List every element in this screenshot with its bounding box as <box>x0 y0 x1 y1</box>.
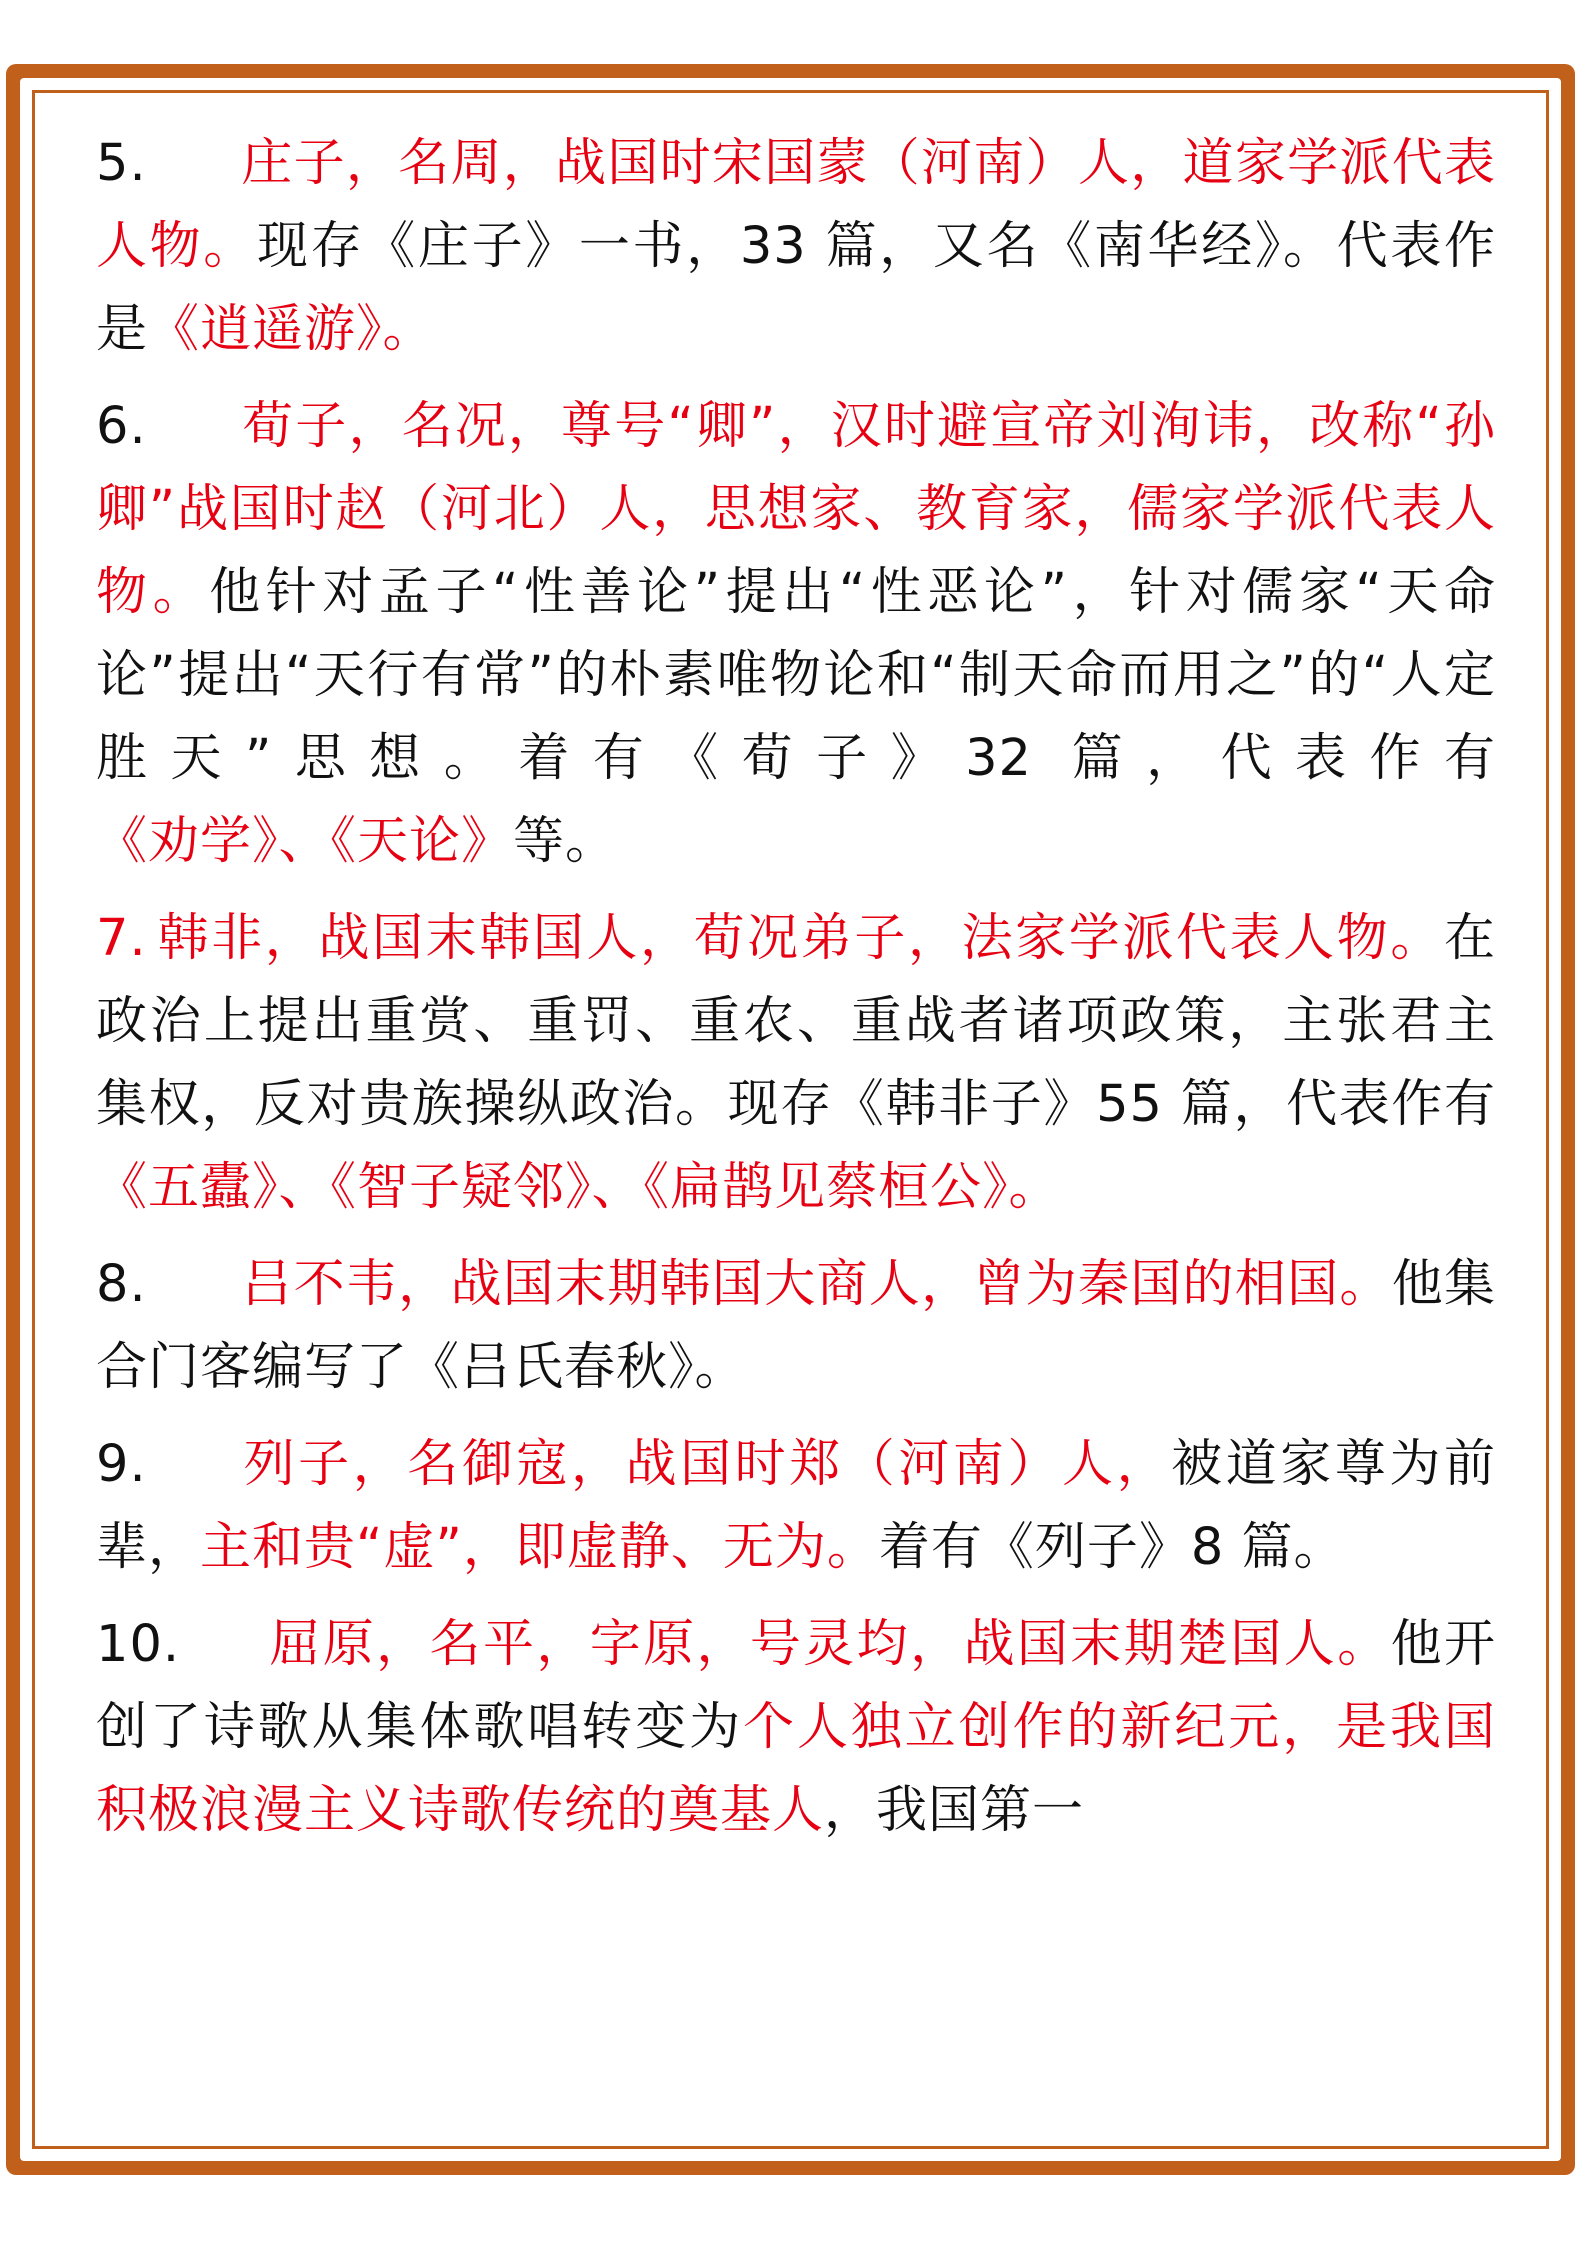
body-text: 等。 <box>513 812 618 871</box>
document-body <box>96 122 1496 1866</box>
entry-number: 9. <box>96 1435 147 1494</box>
highlighted-text: 韩非，战国末韩国人，荀况弟子，法家学派代表人物。 <box>156 909 1444 968</box>
highlighted-text: 主和贵“虚”，即虚静、无为。 <box>200 1518 879 1577</box>
entry-10 <box>96 1603 1496 1852</box>
highlighted-text: 个人独立创作的新纪元，是我国积极浪漫主义诗歌传统的奠基人 <box>96 1698 1496 1840</box>
body-text: 被道家尊为前辈， <box>96 1435 1496 1577</box>
entry-number: 6. <box>96 397 147 456</box>
highlighted-text: 屈原，名平，字原，号灵均，战国末期楚国人。 <box>268 1615 1391 1674</box>
highlighted-text: 庄子，名周，战国时宋国蒙（河南）人，道家学派代表人物。 <box>96 134 1496 276</box>
body-text: ，我国第一 <box>824 1781 1085 1840</box>
entry-7 <box>96 897 1496 1229</box>
highlighted-text: 《五蠹》、《智子疑邻》、《扁鹊见蔡桓公》。 <box>96 1158 1061 1217</box>
entry-number: 7. <box>96 909 147 968</box>
highlighted-text: 《劝学》、《天论》 <box>96 812 514 871</box>
highlighted-text: 荀子，名况，尊号“卿”，汉时避宣帝刘洵讳，改称“孙卿”战国时赵（河北）人，思想家、教育家，儒家学派代表人物。 <box>96 397 1496 622</box>
entry-number: 10. <box>96 1615 181 1674</box>
entry-number: 8. <box>96 1255 147 1314</box>
entry-number: 5. <box>96 134 147 193</box>
highlighted-text: 列子，名御寇，战国时郑（河南）人， <box>241 1435 1172 1494</box>
body-text: 在政治上提出重赏、重罚、重农、重战者诸项政策，主张君主集权，反对贵族操纵政治。现存《韩非子》55 篇，代表作有 <box>96 909 1496 1134</box>
highlighted-text: 吕不韦，战国末期韩国大商人，曾为秦国的相国。 <box>241 1255 1392 1314</box>
body-text: 他针对孟子“性善论”提出“性恶论”，针对儒家“天命论”提出“天行有常”的朴素唯物论和“制天命而用之”的“人定胜天”思想。着有《荀子》32 篇，代表作有 <box>96 563 1496 788</box>
entry-9 <box>96 1423 1496 1589</box>
highlighted-text: 《逍遥游》。 <box>148 300 435 359</box>
body-text: 着有《列子》8 篇。 <box>878 1518 1346 1577</box>
entry-6 <box>96 385 1496 883</box>
body-text: 他开创了诗歌从集体歌唱转变为 <box>96 1615 1496 1757</box>
body-text: 他集合门客编写了《吕氏春秋》。 <box>96 1255 1496 1397</box>
entry-8 <box>96 1243 1496 1409</box>
entry-5 <box>96 122 1496 371</box>
body-text: 现存《庄子》一书，33 篇，又名《南华经》。代表作是 <box>96 217 1496 359</box>
